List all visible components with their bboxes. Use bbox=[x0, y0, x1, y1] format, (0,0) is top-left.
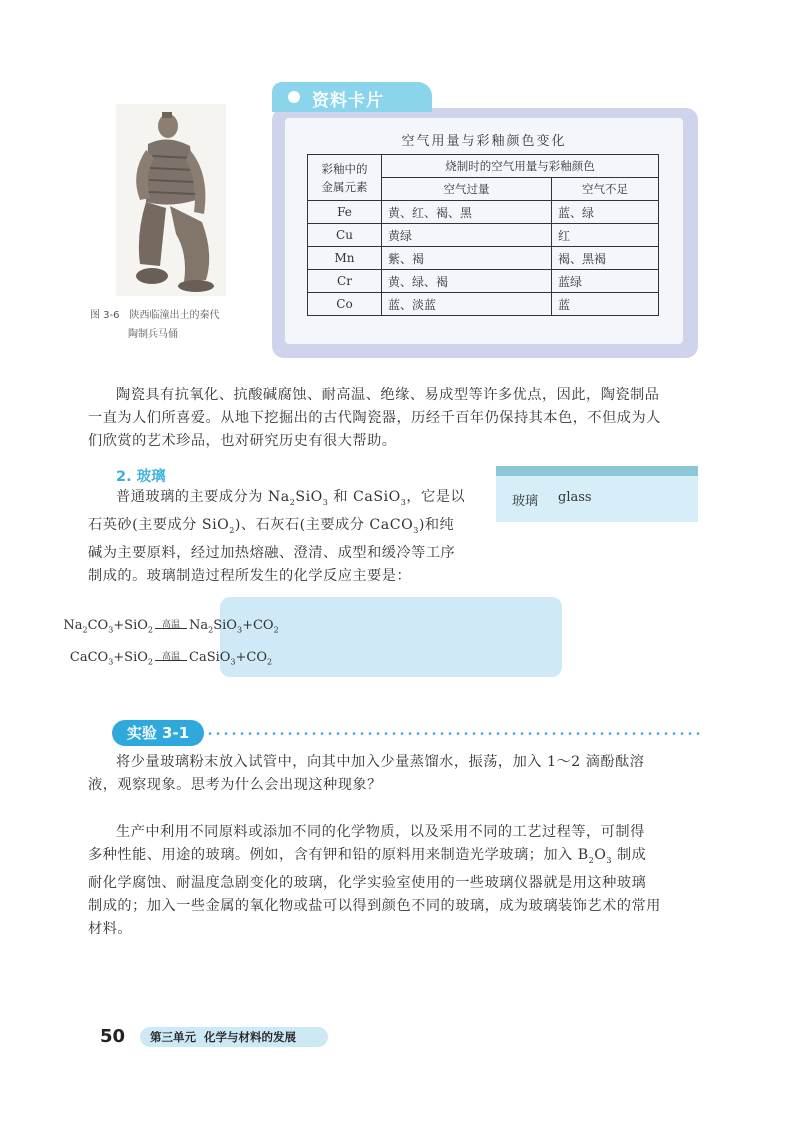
bullet-icon bbox=[288, 91, 300, 103]
terracotta-warrior-figure bbox=[116, 104, 226, 296]
figure-caption bbox=[90, 306, 220, 344]
paragraph-glass: 普通玻璃的主要成分为 $Na_2SiO_3$ 和 CaSiO$_3$，它是以 石英砂(主要成分 SiO$_2$)、石灰石(主要成分 CaCO$_3$)和纯 碱为主要原料，经过加热熔融、澄清、成型和缓冷等工序 制成的。玻璃制造过程所发生的化学反应主要是： bbox=[88, 489, 466, 584]
paragraph-ceramics: 陶瓷具有抗氧化、抗酸碱腐蚀、耐高温、绝缘、易成型等许多优点，因此，陶瓷制品 一直为人们所喜爱。从地下挖掘出的古代陶瓷器，历经千百年仍保持其本色，不但成为人 们欣赏的艺术珍品，也对研究历史有很大帮助。 bbox=[88, 387, 661, 449]
experiment-label: 实验 3-1 bbox=[112, 720, 204, 746]
figure-caption-line1: 陕西临潼出土的秦代 bbox=[129, 310, 220, 321]
table-title: 空气用量与彩釉颜色变化 bbox=[401, 134, 567, 149]
info-card-tab bbox=[272, 82, 432, 112]
glaze-color-table bbox=[307, 154, 659, 316]
table-header-excess: 空气过量 bbox=[382, 178, 552, 201]
table-row: Fe 黄、红、褐、黑 蓝、绿 bbox=[308, 201, 659, 224]
figure-caption-line2: 陶制兵马俑 bbox=[128, 329, 178, 340]
table-header-element: 彩釉中的 金属元素 bbox=[308, 155, 382, 201]
glossary-term: 玻璃 bbox=[512, 494, 539, 509]
glossary-bar bbox=[496, 466, 698, 476]
table-row: Cu 黄绿 红 bbox=[308, 224, 659, 247]
table-row: Mn 紫、褐 褐、黑褐 bbox=[308, 247, 659, 270]
info-card-title: 资料卡片 bbox=[312, 91, 384, 111]
footer-chapter: 第三单元 化学与材料的发展 bbox=[150, 1030, 297, 1044]
figure-number: 图 3-6 bbox=[90, 310, 120, 321]
dotted-divider bbox=[206, 732, 700, 735]
table-row: Cr 黄、绿、褐 蓝绿 bbox=[308, 270, 659, 293]
paragraph-glass-types: 生产中利用不同原料或添加不同的化学物质，以及采用不同的工艺过程等，可制得 多种性能、用途的玻璃。例如，含有钾和铅的原料用来制造光学玻璃；加入 $B_2O_3$ 制成 耐化学腐蚀、耐温度急剧变化的玻璃，化学实验室使用的一些玻璃仪器就是用这种玻璃 制成的；加入一些金属的氧化物或盐可以得到颜色不同的玻璃，成为玻璃装饰艺术的常用 材料。 bbox=[88, 824, 661, 937]
equation-1: $Na_2CO_3+SiO_2$ 高温 $Na_2SiO_3+CO_2$ bbox=[63, 618, 279, 635]
equation-2: CaCO$_3$+SiO$_2$ 高温 $CaSiO_3+CO_2$ bbox=[69, 650, 273, 667]
table-header-group: 烧制时的空气用量与彩釉颜色 bbox=[382, 155, 659, 178]
table-header-deficient: 空气不足 bbox=[552, 178, 659, 201]
section-heading-glass: 2. 玻璃 bbox=[116, 469, 166, 485]
experiment-text: 将少量玻璃粉末放入试管中，向其中加入少量蒸馏水，振荡，加入 1～2 滴酚酞溶 液，观察现象。思考为什么会出现这种现象？ bbox=[88, 754, 645, 793]
reaction-condition: 高温 bbox=[155, 628, 187, 635]
reaction-condition: 高温 bbox=[155, 660, 187, 667]
table-row: Co 蓝、淡蓝 蓝 bbox=[308, 293, 659, 316]
page-number: 50 bbox=[100, 1026, 126, 1047]
glossary-box bbox=[496, 466, 698, 522]
glossary-english: glass bbox=[558, 490, 592, 505]
